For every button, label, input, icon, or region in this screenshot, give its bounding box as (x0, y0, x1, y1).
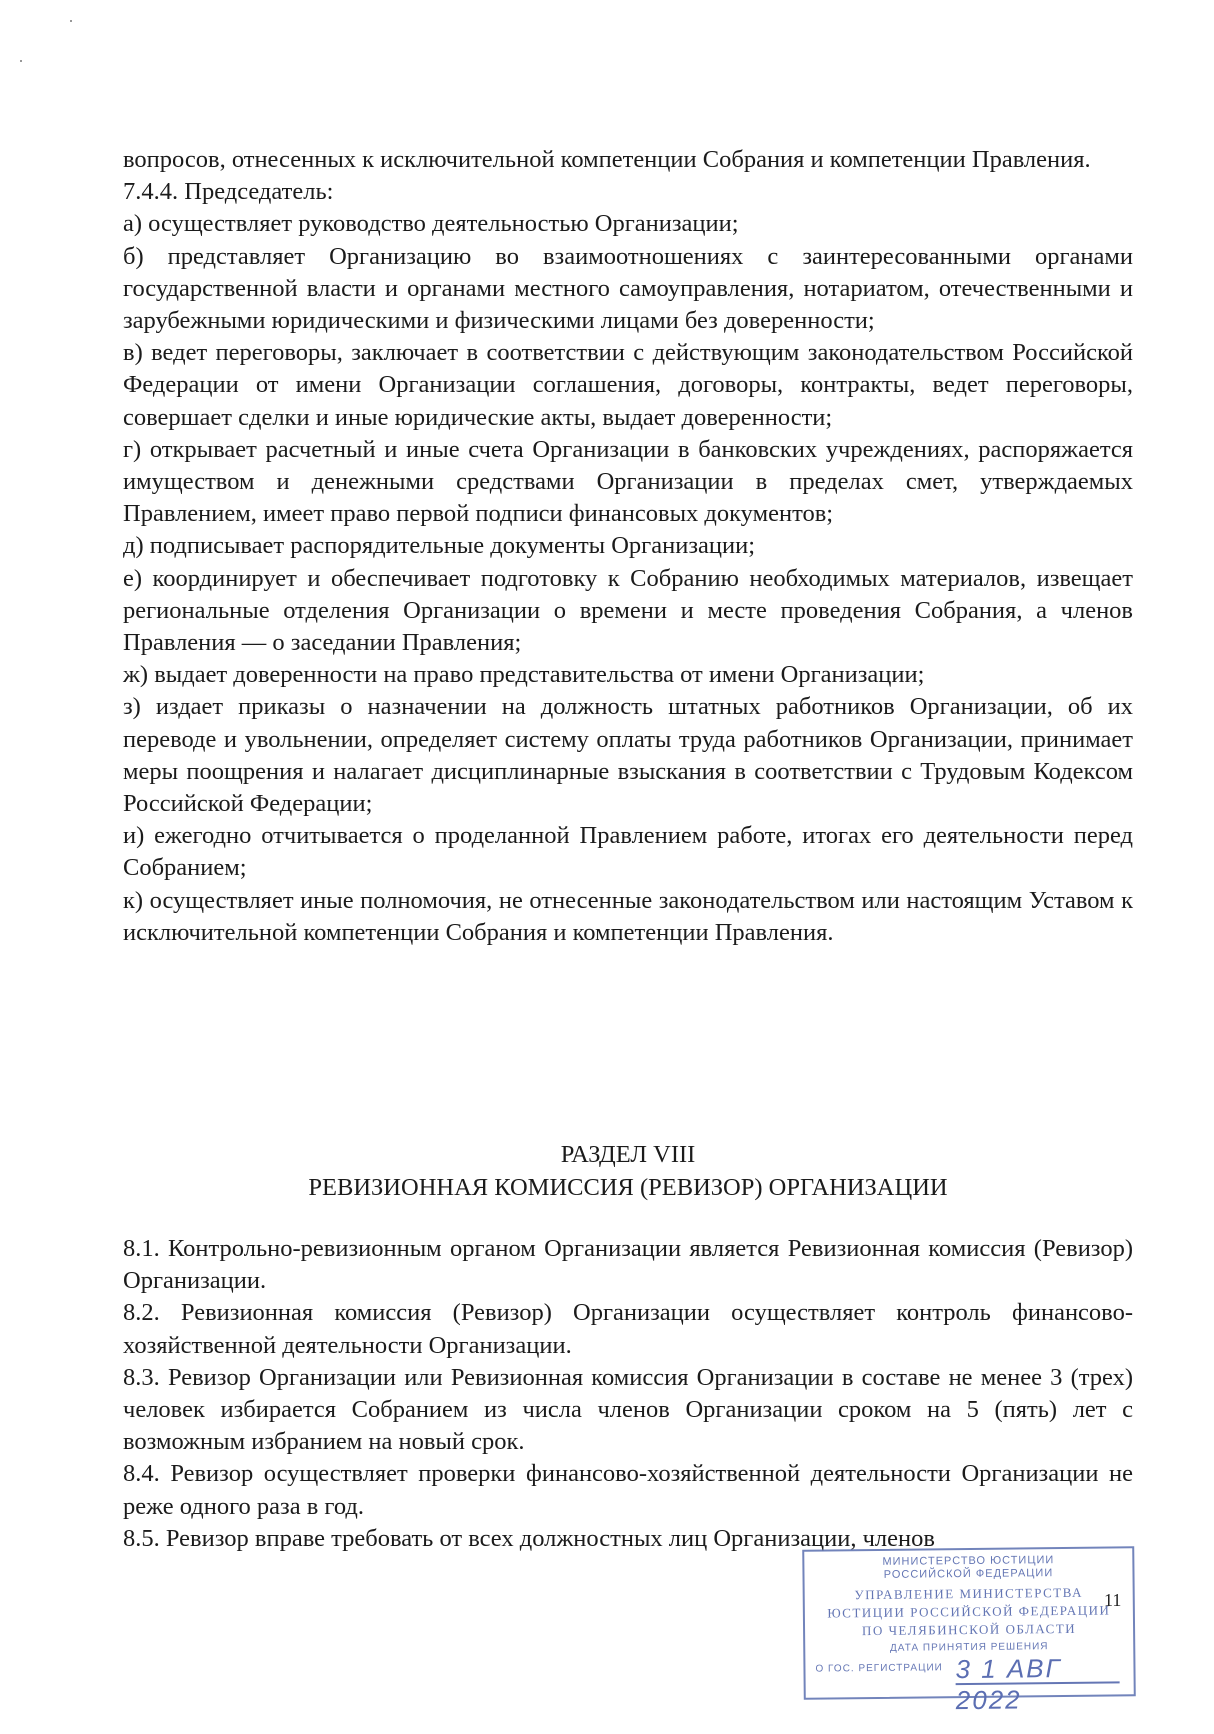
paragraph: г) открывает расчетный и иные счета Организации в банковских учреждениях, распоряжается имуществом и денежными средствами Организации в пределах смет, утверждаемых Правлением, имеет право первой подписи финансовых документов; (123, 435, 1133, 528)
paragraph: б) представляет Организацию во взаимоотношениях с заинтересованными органами государственной власти и органами местного самоуправления, нотариатом, отечественными и зарубежными юридическими и физическими лицами без доверенности; (123, 242, 1133, 335)
section8-text (123, 1233, 1133, 1555)
stamp-line: О ГОС. РЕГИСТРАЦИИ (815, 1662, 943, 1675)
paragraph: ж) выдает доверенности на право представительства от имени Организации; (123, 661, 925, 689)
stamp-line: РОССИЙСКОЙ ФЕДЕРАЦИИ (883, 1567, 1054, 1581)
paragraph: е) координирует и обеспечивает подготовку к Собранию необходимых материалов, извещает региональные отделения Организации о времени и месте проведения Собрания, а членов Правления — о заседании Правления; (123, 564, 1133, 657)
page-number: 11 (1104, 1590, 1122, 1610)
scan-speck (70, 20, 72, 22)
section7-text (123, 144, 1133, 949)
scan-speck (20, 60, 22, 62)
stamp-line: МИНИСТЕРСТВО ЮСТИЦИИ (882, 1554, 1055, 1568)
paragraph: д) подписывает распорядительные документы Организации; (123, 532, 756, 560)
paragraph: вопросов, отнесенных к исключительной компетенции Собрания и компетенции Правления. (123, 146, 1091, 173)
registration-stamp (802, 1546, 1136, 1716)
paragraph: 7.4.4. Председатель: (123, 178, 334, 206)
paragraph: 8.5. Ревизор вправе требовать от всех должностных лиц Организации, членов (123, 1524, 935, 1552)
paragraph: з) издает приказы о назначении на должность штатных работников Организации, об их переводе и увольнении, определяет систему оплаты труда работников Организации, принимает меры поощрения и налагает дисциплинарные взыскания в соответствии с Трудовым Кодексом Российской Федерации; (123, 693, 1133, 818)
paragraph: к) осуществляет иные полномочия, не отнесенные законодательством или настоящим Уставом к исключительной компетенции Собрания и компетенции Правления. (123, 886, 1133, 946)
stamp-line: ЮСТИЦИИ РОССИЙСКОЙ ФЕДЕРАЦИИ (827, 1602, 1111, 1621)
paragraph: 8.3. Ревизор Организации или Ревизионная комиссия Организации в составе не менее 3 (трех) человек избирается Собранием из числа членов Организации сроком на 5 (пять) лет с возможным избранием на новый срок. (123, 1363, 1133, 1456)
paragraph: и) ежегодно отчитывается о проделанной Правлением работе, итогах его деятельности перед Собранием; (123, 822, 1133, 882)
stamp-line: ПО ЧЕЛЯБИНСКОЙ ОБЛАСТИ (861, 1620, 1077, 1639)
paragraph: а) осуществляет руководство деятельностью Организации; (123, 210, 739, 238)
paragraph: 8.1. Контрольно-ревизионным органом Организации является Ревизионная комиссия (Ревизор) Организации. (123, 1235, 1133, 1295)
stamp-date: 3 1 АВГ 2022 (955, 1653, 1062, 1716)
section-heading-title: РЕВИЗИОННАЯ КОМИССИЯ (РЕВИЗОР) ОРГАНИЗАЦИИ (308, 1174, 948, 1201)
stamp-line: ДАТА ПРИНЯТИЯ РЕШЕНИЯ (889, 1641, 1049, 1654)
paragraph: 8.4. Ревизор осуществляет проверки финансово-хозяйственной деятельности Организации не реже одного раза в год. (123, 1460, 1133, 1520)
paragraph: в) ведет переговоры, заключает в соответствии с действующим законодательством Российской Федерации от имени Организации соглашения, договоры, контракты, ведет переговоры, совершает сделки и иные юридические акты, выдает доверенности; (123, 339, 1133, 431)
section-heading-number: РАЗДЕЛ VIII (560, 1141, 696, 1168)
stamp-line: УПРАВЛЕНИЕ МИНИСТЕРСТВА (854, 1584, 1083, 1603)
paragraph: 8.2. Ревизионная комиссия (Ревизор) Организации осуществляет контроль финансово-хозяйственной деятельности Организации. (123, 1299, 1133, 1359)
